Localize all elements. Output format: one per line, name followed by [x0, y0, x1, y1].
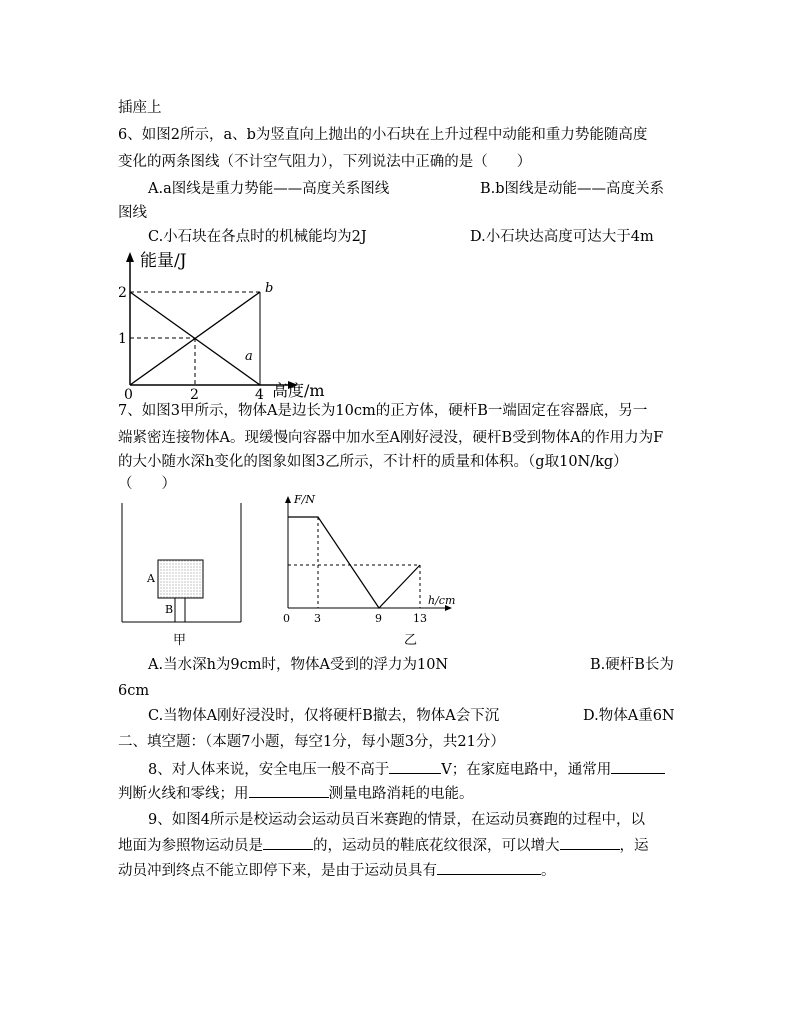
y-tick-2: 2 — [118, 285, 127, 301]
rod-b — [175, 598, 185, 622]
question-7-option-b-cont: 6cm — [118, 683, 150, 699]
caption-jia: 甲 — [173, 633, 187, 648]
q8-text-c: 判断火线和零线；用 — [118, 786, 249, 802]
x-tick-0: 0 — [283, 612, 290, 625]
question-6-option-a: A.a图线是重力势能——高度关系图线 — [148, 181, 390, 197]
question-8-line2 — [118, 783, 474, 804]
x-tick-3: 3 — [314, 612, 321, 625]
question-7-option-d: D.物体A重6N — [583, 708, 675, 724]
question-6-option-c: C.小石块在各点时的机械能均为2J — [148, 229, 367, 245]
question-9-line3 — [118, 860, 556, 881]
q9-text-e: 动员冲到终点不能立即停下来，是由于运动员具有 — [118, 863, 437, 879]
q9-blank-2[interactable] — [560, 835, 620, 850]
y-axis-label: F/N — [294, 493, 315, 506]
question-6-stem-line1: 6、如图2所示，a、b为竖直向上抛出的小石块在上升过程中动能和重力势能随高度 — [118, 127, 648, 143]
question-7-option-b: B.硬杆B长为 — [590, 657, 674, 673]
q9-text-c: 的，运动员的鞋底花纹很深，可以增大 — [313, 838, 560, 854]
force-series-line — [288, 517, 420, 608]
q8-blank-3[interactable] — [249, 783, 329, 798]
question-7-stem-line2: 端紧密连接物体A。现缓慢向容器中加水至A刚好浸没，硬杆B受到物体A的作用力为F — [118, 430, 664, 446]
question-7-stem-line3: 的大小随水深h变化的图象如图3乙所示，不计杆的质量和体积。（g取10N/kg） — [118, 454, 628, 470]
question-6-option-b-cont: 图线 — [118, 205, 147, 221]
y-tick-1: 1 — [118, 331, 127, 347]
x-tick-13: 13 — [413, 612, 427, 625]
object-a-cube — [158, 560, 203, 598]
x-tick-9: 9 — [375, 612, 382, 625]
q8-text-b: V；在家庭电路中，通常用 — [441, 762, 612, 778]
question-7-stem-line4: （ ） — [118, 476, 176, 492]
question-6-option-d: D.小石块达高度可达大于4m — [470, 229, 654, 245]
x-tick-2: 2 — [190, 387, 199, 400]
label-object-a: A — [147, 572, 155, 585]
question-8-line1 — [148, 759, 665, 780]
q9-text-f: 。 — [541, 863, 556, 879]
figure-3a-container-diagram — [115, 500, 255, 652]
figure-3b-force-depth-chart — [278, 488, 458, 653]
label-a: a — [245, 349, 253, 364]
question-7-option-a: A.当水深h为9cm时，物体A受到的浮力为10N — [148, 657, 449, 673]
q8-text-a: 8、对人体来说，安全电压一般不高于 — [148, 762, 390, 778]
q8-text-d: 测量电路消耗的电能。 — [328, 786, 474, 802]
y-axis-label: 能量/J — [140, 251, 187, 271]
question-6-option-b: B.b图线是动能——高度关系 — [480, 181, 665, 197]
x-tick-4: 4 — [255, 387, 264, 400]
question-7-stem-line1: 7、如图3甲所示，物体A是边长为10cm的正方体，硬杆B一端固定在容器底，另一 — [118, 403, 648, 419]
figure-2-energy-height-chart — [112, 250, 362, 400]
label-b: b — [265, 281, 274, 296]
x-axis-label: h/cm — [428, 594, 456, 607]
q9-text-d: ，运 — [619, 838, 649, 854]
q9-blank-3[interactable] — [437, 860, 541, 875]
label-rod-b: B — [165, 603, 174, 616]
q9-blank-1[interactable] — [263, 835, 313, 850]
q8-blank-1[interactable] — [389, 759, 441, 774]
caption-yi: 乙 — [404, 633, 418, 648]
x-tick-0: 0 — [124, 387, 133, 400]
section-2-heading: 二、填空题：（本题7小题，每空1分，每小题3分，共21分） — [118, 734, 505, 750]
question-9-line1: 9、如图4所示是校运动会运动员百米赛跑的情景，在运动员赛跑的过程中，以 — [148, 812, 645, 828]
question-9-line2 — [118, 835, 649, 856]
q9-text-b: 地面为参照物运动员是 — [118, 838, 263, 854]
text-line-continuation: 插座上 — [118, 100, 162, 116]
x-axis-label: 高度/m — [272, 381, 325, 400]
q8-blank-2[interactable] — [611, 759, 665, 774]
question-7-option-c: C.当物体A刚好浸没时，仅将硬杆B撤去，物体A会下沉 — [148, 708, 500, 724]
question-6-stem-line2: 变化的两条图线（不计空气阻力），下列说法中正确的是（ ） — [118, 154, 532, 170]
